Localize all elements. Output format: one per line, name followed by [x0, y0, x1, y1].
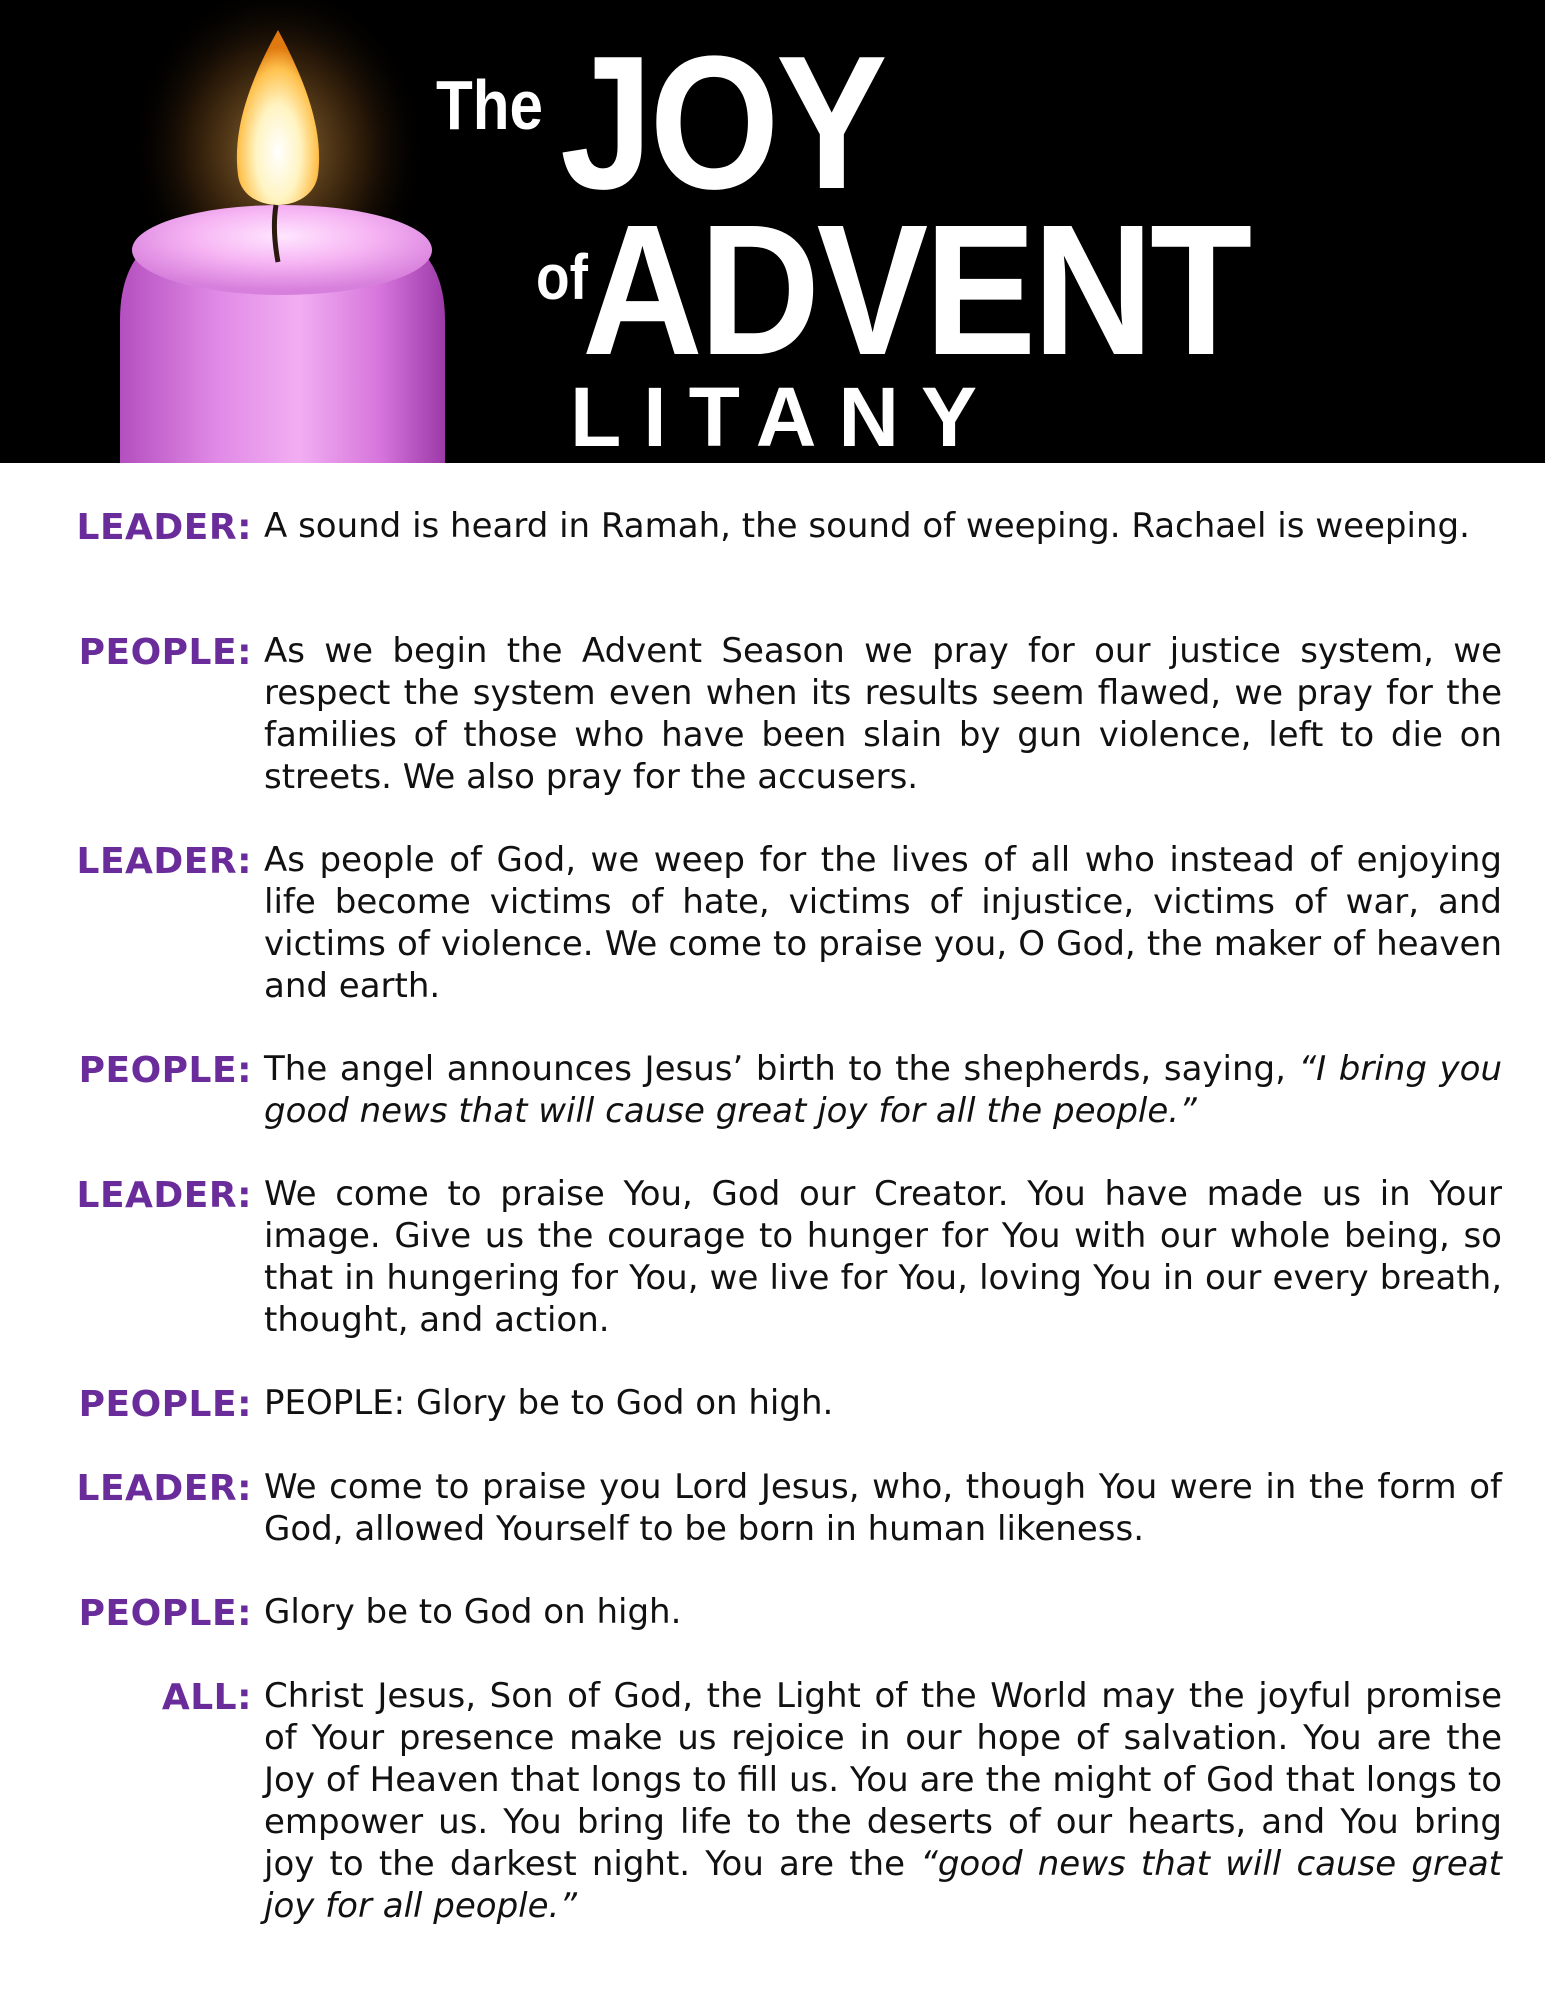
- litany-text-body: As we begin the Advent Season we pray for our justice system, we respect the system even when its results seem flawed, we pray for the families of those who have been slain by gun violence, left to die on streets. We also pray for the accusers.: [264, 631, 1502, 797]
- litany-text: [264, 1173, 1502, 1341]
- litany-text-body: A sound is heard in Ramah, the sound of weeping. Rachael is weeping.: [264, 506, 1470, 546]
- litany-quote: “good news that will cause great joy for all people.”: [264, 1844, 1502, 1926]
- speaker-label: PEOPLE:: [78, 632, 252, 673]
- speaker-label: LEADER:: [76, 1468, 252, 1509]
- speaker-label: LEADER:: [76, 507, 252, 548]
- speaker-label: ALL:: [161, 1677, 252, 1718]
- litany-text-body: Glory be to God on high.: [264, 1592, 682, 1632]
- litany-text: [264, 505, 1502, 547]
- litany-text-body: As people of God, we weep for the lives of all who instead of enjoying life become victims of hate, victims of injustice, victims of war, and victims of violence. We come to praise you, O God, the maker of heaven and earth.: [264, 840, 1502, 1006]
- speaker-label: PEOPLE:: [78, 1384, 252, 1425]
- title-litany: LITANY: [570, 370, 1000, 463]
- header-banner: [0, 0, 1545, 463]
- litany-text: [264, 1382, 1502, 1424]
- title-of: of: [536, 241, 588, 313]
- litany-text: [264, 839, 1502, 1007]
- litany-text: [264, 1675, 1502, 1927]
- speaker-label: LEADER:: [76, 1175, 252, 1216]
- title-joy: JOY: [560, 17, 885, 229]
- litany-text: [264, 1591, 1502, 1633]
- speaker-label: PEOPLE:: [78, 1593, 252, 1634]
- litany-text: [264, 1048, 1502, 1132]
- title-advent: ADVENT: [582, 187, 1249, 394]
- speaker-label: LEADER:: [76, 841, 252, 882]
- litany-text-body: We come to praise you Lord Jesus, who, though You were in the form of God, allowed Yourself to be born in human likeness.: [264, 1467, 1502, 1549]
- speaker-label: PEOPLE:: [78, 1050, 252, 1091]
- title-the: The: [436, 66, 544, 144]
- litany-text-body: The angel announces Jesus’ birth to the shepherds, saying,: [264, 1049, 1299, 1089]
- litany-text-body: Christ Jesus, Son of God, the Light of the World may the joyful promise of Your presence make us rejoice in our hope of salvation. You are the Joy of Heaven that longs to fill us. You are the might of God that longs to empower us. You bring life to the deserts of our hearts, and You bring joy to the darkest night. You are the: [264, 1676, 1502, 1884]
- litany-quote: “I bring you good news that will cause great joy for all the people.”: [264, 1049, 1502, 1131]
- litany-text: [264, 630, 1502, 798]
- litany-text-body: PEOPLE: Glory be to God on high.: [264, 1383, 834, 1423]
- litany-text: [264, 1466, 1502, 1550]
- litany-text-body: We come to praise You, God our Creator. You have made us in Your image. Give us the courage to hunger for You with our whole being, so that in hungering for You, we live for You, loving You in our every breath, thought, and action.: [264, 1174, 1502, 1340]
